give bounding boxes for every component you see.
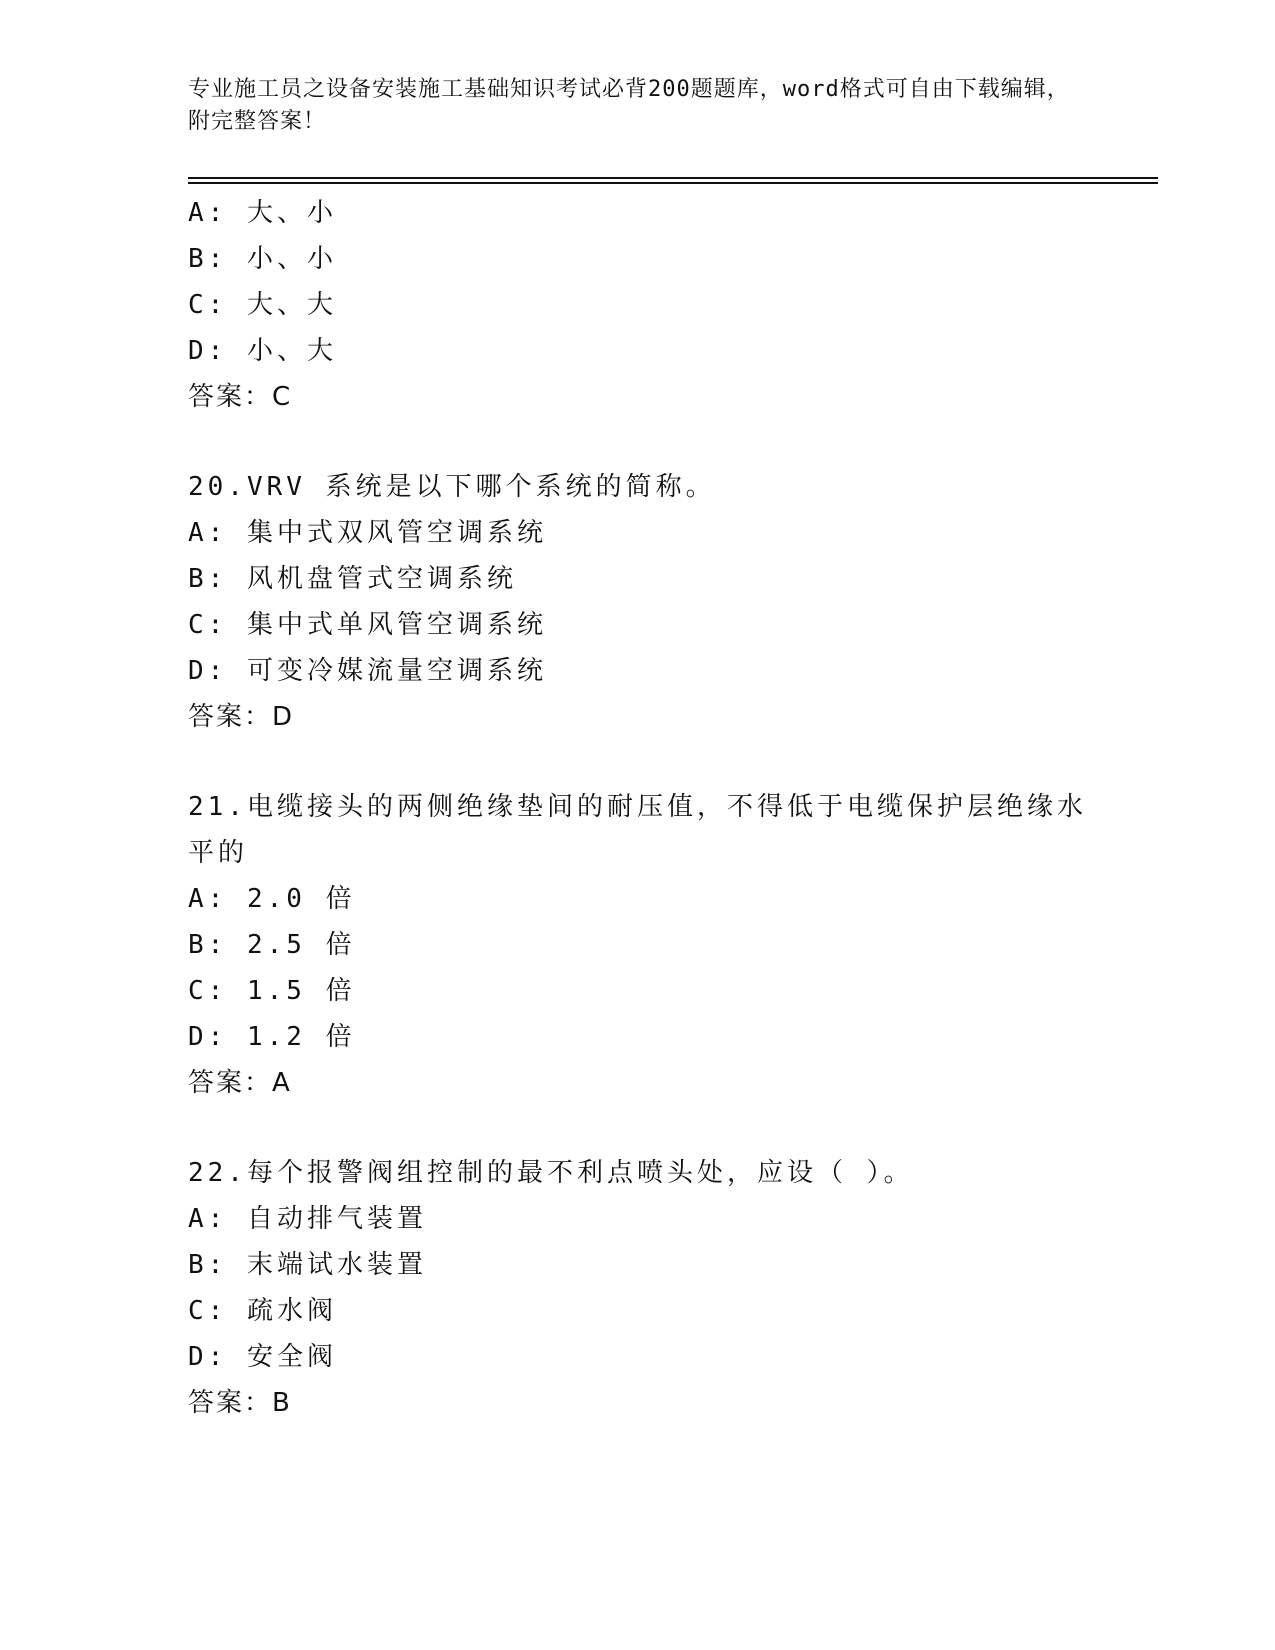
option-d: D: 1.2 倍 [188,1022,356,1052]
question-block-19 [188,190,1108,420]
question-block-20 [188,464,1108,740]
option-a: A: 大、小 [188,198,337,228]
option-b: B: 风机盘管式空调系统 [188,564,517,594]
question-title: 20.VRV 系统是以下哪个系统的简称。 [188,472,716,502]
option-a: A: 自动排气装置 [188,1204,427,1234]
answer-label: 答案：A [188,1068,292,1098]
header-divider-bottom [188,182,1158,184]
question-block-22 [188,1150,1108,1426]
option-c: C: 1.5 倍 [188,976,356,1006]
option-a: A: 集中式双风管空调系统 [188,518,547,548]
document-header: 专业施工员之设备安装施工基础知识考试必背200题题库，word格式可自由下载编辑，附完整答案！ [188,77,1070,134]
option-d: D: 可变冷媒流量空调系统 [188,656,547,686]
answer-label: 答案：C [188,382,293,412]
option-c: C: 大、大 [188,290,337,320]
option-c: C: 疏水阀 [188,1296,337,1326]
option-b: B: 末端试水装置 [188,1250,427,1280]
option-d: D: 小、大 [188,336,337,366]
document-body [188,190,1108,1426]
header-divider-top [188,177,1158,179]
question-title: 21.电缆接头的两侧绝缘垫间的耐压值，不得低于电缆保护层绝缘水平的 [188,792,1087,868]
option-b: B: 小、小 [188,244,337,274]
answer-label: 答案：D [188,702,295,732]
option-b: B: 2.5 倍 [188,930,356,960]
question-block-21 [188,784,1108,1106]
answer-label: 答案：B [188,1388,292,1418]
option-a: A: 2.0 倍 [188,884,356,914]
option-d: D: 安全阀 [188,1342,337,1372]
option-c: C: 集中式单风管空调系统 [188,610,547,640]
question-title: 22.每个报警阀组控制的最不利点喷头处，应设（ ）。 [188,1158,914,1188]
